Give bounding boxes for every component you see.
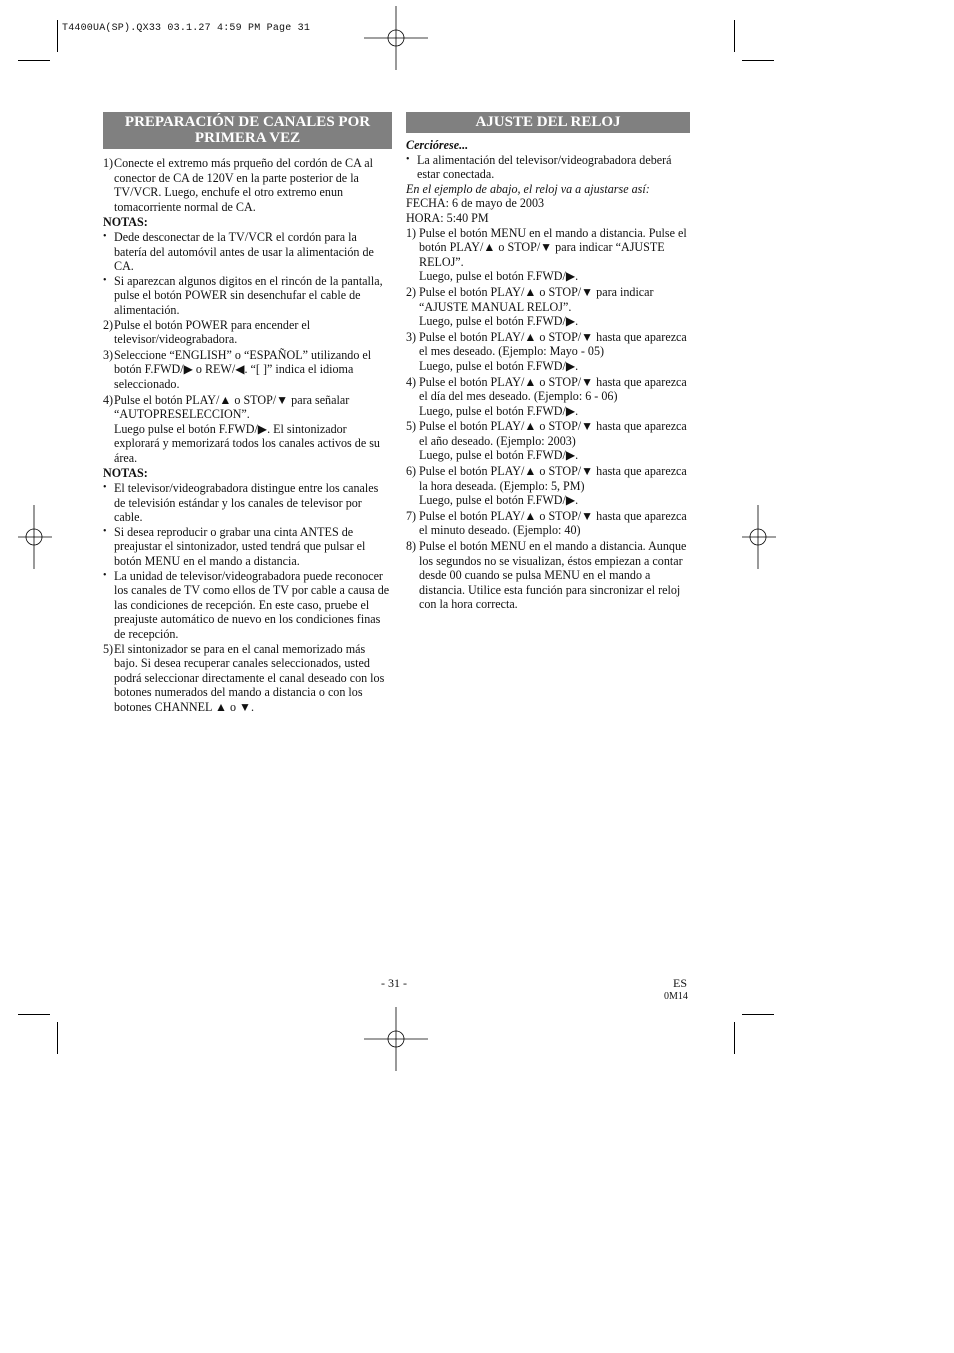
step-number: 2)	[103, 317, 114, 332]
clock-step	[406, 330, 690, 374]
language-code: ES	[673, 976, 688, 990]
step-subtext: Luego, pulse el botón F.FWD/▶.	[419, 269, 579, 284]
step-text: El sintonizador se para en el canal memorizado más bajo. Si desea recuperar canales seleccionados, usted podrá seleccionar directamente el canal deseado con los botones numerados del mando a distancia o con los botones CHANNEL ▲ o ▼.	[114, 641, 385, 714]
step-text: Pulse el botón MENU en el mando a distancia. Aunque los segundos no se visualizan, éstos empiezan a contar desde 00 cuando se pulsa MENU en el mando a distancia. Utilice esta función para sincronizar el reloj con la hora correcta.	[419, 539, 687, 612]
step-1	[103, 156, 392, 214]
step-number: 3)	[103, 347, 114, 362]
crop-mark	[734, 20, 735, 52]
step-text: Conecte el extremo más prqueño del cordón de CA al conector de CA de 120V en la parte posterior de la TV/VCR. Luego, enchufe el otro extremo enun tomacorriente normal de CA.	[114, 156, 373, 214]
clock-step	[406, 464, 690, 508]
crop-mark	[57, 20, 58, 52]
step-text: Pulse el botón PLAY/▲ o STOP/▼ para indicar “AJUSTE MANUAL RELOJ”.	[419, 284, 654, 314]
step-number: 2)	[406, 284, 417, 299]
step-text: Pulse el botón PLAY/▲ o STOP/▼ hasta que aparezca el año deseado. (Ejemplo: 2003)	[419, 419, 687, 448]
crop-mark	[18, 1014, 50, 1015]
step-number: 4)	[103, 392, 114, 407]
step-number: 1)	[406, 225, 417, 240]
crop-mark	[18, 60, 50, 61]
crop-mark	[742, 60, 774, 61]
intro-bullet: • La alimentación del televisor/videograbadora deberá estar conectada.	[406, 153, 690, 182]
left-column	[103, 112, 392, 716]
note-item: • Dede desconectar de la TV/VCR el cordón para la batería del automóvil antes de usar la alimentación de CA.	[103, 230, 392, 274]
registration-mark-icon	[364, 1007, 428, 1071]
intro-label: Cerciórese...	[406, 138, 469, 152]
clock-step	[406, 509, 690, 538]
step-2	[103, 318, 392, 347]
step-text: Pulse el botón PLAY/▲ o STOP/▼ hasta que aparezca el día del mes deseado. (Ejemplo: 6 - 06)	[419, 374, 687, 404]
note-item: • El televisor/videograbadora distingue entre los canales de televisión estándar y los canales de televisor por cable.	[103, 481, 392, 525]
registration-mark-icon	[364, 6, 428, 70]
step-3	[103, 348, 392, 392]
step-text: Pulse el botón PLAY/▲ o STOP/▼ hasta que aparezca el mes deseado. (Ejemplo: Mayo - 05)	[419, 329, 687, 359]
note-item: • Si desea reproducir o grabar una cinta ANTES de preajustar el sintonizador, usted tendrá que pulsar el botón MENU en el mando a distancia.	[103, 525, 392, 569]
step-5	[103, 642, 392, 715]
step-subtext: Luego, pulse el botón F.FWD/▶.	[419, 314, 579, 329]
step-text: Seleccione “ENGLISH” o “ESPAÑOL” utilizando el botón F.FWD/▶ o REW/◀. “[ ]” indica el idioma seleccionado.	[114, 347, 372, 391]
step-number: 5)	[406, 419, 417, 434]
section-title-clock: AJUSTE DEL RELOJ	[406, 112, 690, 133]
step-text: Pulse el botón MENU en el mando a distancia. Pulse el botón PLAY/▲ o STOP/▼ para indicar “AJUSTE RELOJ”.	[419, 225, 687, 269]
right-column	[406, 112, 690, 613]
print-slug: T4400UA(SP).QX33 03.1.27 4:59 PM Page 31	[62, 23, 311, 34]
step-text: Pulse el botón PLAY/▲ o STOP/▼ hasta que aparezca la hora deseada. (Ejemplo: 5, PM)	[419, 464, 687, 493]
section-title-channels	[103, 112, 392, 149]
notes-label: NOTAS:	[103, 215, 148, 230]
notes-label: NOTAS:	[103, 466, 148, 481]
document-code: 0M14	[664, 991, 688, 1002]
step-subtext: Luego, pulse el botón F.FWD/▶.	[419, 493, 579, 508]
page-number: - 31 -	[381, 976, 407, 990]
clock-step	[406, 285, 690, 329]
registration-mark-icon	[742, 505, 776, 569]
note-item: • Si aparezcan algunos digitos en el rincón de la pantalla, pulse el botón POWER sin desenchufar el cable de alimentación.	[103, 274, 392, 318]
step-number: 4)	[406, 374, 417, 389]
step-text: Pulse el botón PLAY/▲ o STOP/▼ para señalar “AUTOPRESELECCION”.	[114, 392, 350, 422]
step-number: 7)	[406, 508, 417, 523]
step-number: 6)	[406, 464, 417, 479]
step-4	[103, 393, 392, 466]
step-subtext: Luego, pulse el botón F.FWD/▶.	[419, 448, 579, 463]
example-intro: En el ejemplo de abajo, el reloj va a ajustarse así:	[406, 181, 650, 196]
time-line: HORA: 5:40 PM	[406, 210, 489, 225]
step-number: 5)	[103, 641, 114, 656]
crop-mark	[734, 1022, 735, 1054]
title-line: PRIMERA VEZ	[194, 130, 301, 146]
clock-step	[406, 375, 690, 419]
clock-step	[406, 226, 690, 284]
step-number: 3)	[406, 329, 417, 344]
step-subtext: Luego, pulse el botón F.FWD/▶.	[419, 358, 579, 373]
clock-step	[406, 539, 690, 612]
note-item: • La unidad de televisor/videograbadora puede reconocer los canales de TV como ellos de TV por cable a causa de las condiciones de recepción. En este caso, pruebe el preajuste automático de nuevo en los condiciones finas de recepción.	[103, 569, 392, 642]
step-subtext: Luego pulse el botón F.FWD/▶. El sintonizador explorará y memorizará todos los canales activos de su área.	[114, 421, 380, 465]
clock-step	[406, 419, 690, 463]
date-line: FECHA: 6 de mayo de 2003	[406, 196, 545, 211]
step-text: Pulse el botón POWER para encender el televisor/videograbadora.	[114, 317, 311, 347]
registration-mark-icon	[18, 505, 52, 569]
title-line: PREPARACIÓN DE CANALES POR	[124, 114, 371, 130]
crop-mark	[57, 1022, 58, 1054]
crop-mark	[742, 1014, 774, 1015]
step-number: 8)	[406, 539, 417, 554]
step-number: 1)	[103, 156, 114, 170]
step-text: Pulse el botón PLAY/▲ o STOP/▼ hasta que aparezca el minuto deseado. (Ejemplo: 40)	[419, 508, 687, 538]
step-subtext: Luego, pulse el botón F.FWD/▶.	[419, 403, 579, 418]
